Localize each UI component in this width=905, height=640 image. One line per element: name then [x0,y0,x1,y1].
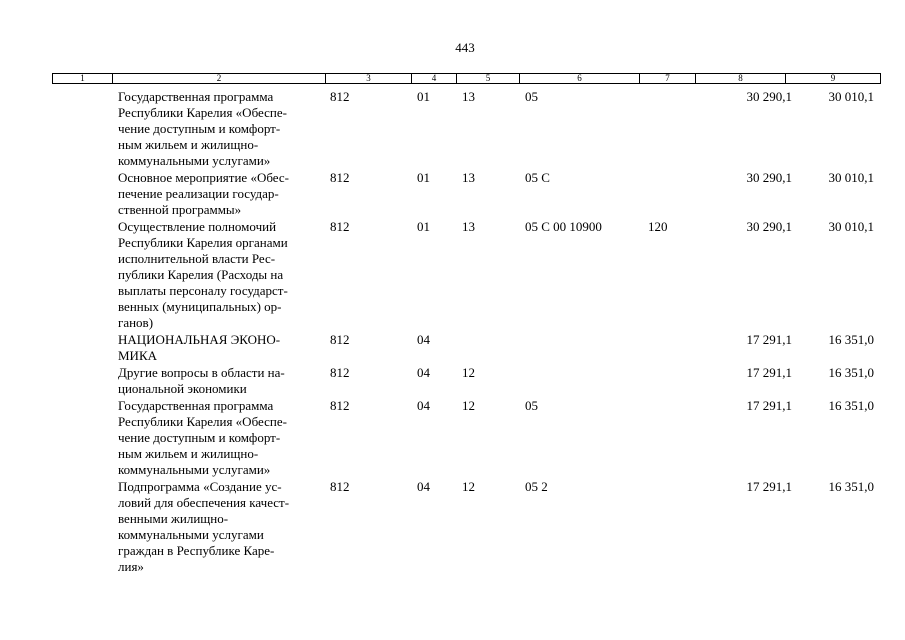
cell-col-5: 13 [462,219,475,234]
row-name [118,170,323,218]
cell-col-9: 16 351,0 [828,479,874,494]
row-name-line: ным жильем и жилищно- [118,137,259,152]
cell-col-9: 16 351,0 [828,365,874,380]
row-name-line: НАЦИОНАЛЬНАЯ ЭКОНО- [118,332,281,347]
page-number: 443 [455,40,475,55]
row-name-line: Подпрограмма «Создание ус- [118,479,282,494]
row-name [118,365,323,397]
cell-col-7: 120 [648,219,668,234]
cell-col-5: 12 [462,365,475,380]
cell-col-3: 812 [330,365,350,380]
cell-col-8: 17 291,1 [746,479,792,494]
cell-col-3: 812 [330,332,350,347]
row-name-line: венными жилищно- [118,511,229,526]
row-name-line: Республики Карелия «Обеспе- [118,105,287,120]
table-row [52,219,880,331]
row-name-line: ганов) [118,315,154,330]
cell-col-5: 12 [462,479,475,494]
cell-col-4: 04 [417,332,430,347]
cell-col-4: 04 [417,479,430,494]
row-name-line: выплаты персоналу государст- [118,283,288,298]
column-header-9: 9 [786,74,881,84]
row-name-line: коммунальными услугами» [118,462,271,477]
column-header-6: 6 [520,74,640,84]
cell-col-6: 05 2 [525,479,548,494]
cell-col-3: 812 [330,479,350,494]
cell-col-8: 30 290,1 [746,219,792,234]
cell-col-8: 30 290,1 [746,170,792,185]
row-name-line: Осуществление полномочий [118,219,277,234]
cell-col-3: 812 [330,219,350,234]
cell-col-6: 05 С [525,170,550,185]
column-header-3: 3 [326,74,412,84]
row-name-line: публики Карелия (Расходы на [118,267,284,282]
row-name-line: коммунальными услугами [118,527,264,542]
table-row [52,365,880,397]
row-name [118,89,323,169]
row-name-line: Государственная программа [118,89,274,104]
cell-col-9: 16 351,0 [828,332,874,347]
cell-col-8: 17 291,1 [746,365,792,380]
row-name-line: Государственная программа [118,398,274,413]
table-row [52,89,880,169]
cell-col-5: 13 [462,89,475,104]
row-name [118,479,323,575]
cell-col-6: 05 [525,398,538,413]
row-name [118,398,323,478]
cell-col-3: 812 [330,398,350,413]
column-header-2: 2 [113,74,326,84]
row-name-line: чение доступным и комфорт- [118,430,281,445]
row-name-line: циональной экономики [118,381,247,396]
row-name-line: Основное мероприятие «Обес- [118,170,289,185]
row-name-line: ственной программы» [118,202,242,217]
cell-col-4: 04 [417,398,430,413]
column-header-4: 4 [412,74,457,84]
row-name-line: МИКА [118,348,158,363]
column-header-8: 8 [696,74,786,84]
table-row [52,479,880,575]
cell-col-3: 812 [330,89,350,104]
cell-col-6: 05 С 00 10900 [525,219,602,234]
cell-col-8: 17 291,1 [746,332,792,347]
table-row [52,170,880,218]
row-name-line: Республики Карелия «Обеспе- [118,414,287,429]
row-name-line: Другие вопросы в области на- [118,365,285,380]
budget-table-body [52,89,880,576]
row-name-line: исполнительной власти Рес- [118,251,276,266]
row-name-line: граждан в Республике Каре- [118,543,275,558]
cell-col-6: 05 [525,89,538,104]
cell-col-8: 17 291,1 [746,398,792,413]
cell-col-5: 12 [462,398,475,413]
cell-col-4: 01 [417,170,430,185]
row-name-line: коммунальными услугами» [118,153,271,168]
table-row [52,398,880,478]
cell-col-4: 01 [417,89,430,104]
cell-col-3: 812 [330,170,350,185]
cell-col-8: 30 290,1 [746,89,792,104]
row-name-line: печение реализации государ- [118,186,279,201]
column-header-7: 7 [640,74,696,84]
column-header-1: 1 [53,74,113,84]
cell-col-5: 13 [462,170,475,185]
cell-col-9: 16 351,0 [828,398,874,413]
row-name-line: ловий для обеспечения качест- [118,495,290,510]
table-row [52,332,880,364]
cell-col-9: 30 010,1 [828,170,874,185]
row-name [118,219,323,331]
cell-col-4: 04 [417,365,430,380]
column-number-header [52,73,881,84]
cell-col-9: 30 010,1 [828,89,874,104]
row-name-line: венных (муниципальных) ор- [118,299,282,314]
row-name-line: лия» [118,559,144,574]
cell-col-4: 01 [417,219,430,234]
cell-col-9: 30 010,1 [828,219,874,234]
column-header-5: 5 [457,74,520,84]
row-name-line: Республики Карелия органами [118,235,288,250]
row-name [118,332,323,364]
row-name-line: ным жильем и жилищно- [118,446,259,461]
row-name-line: чение доступным и комфорт- [118,121,281,136]
